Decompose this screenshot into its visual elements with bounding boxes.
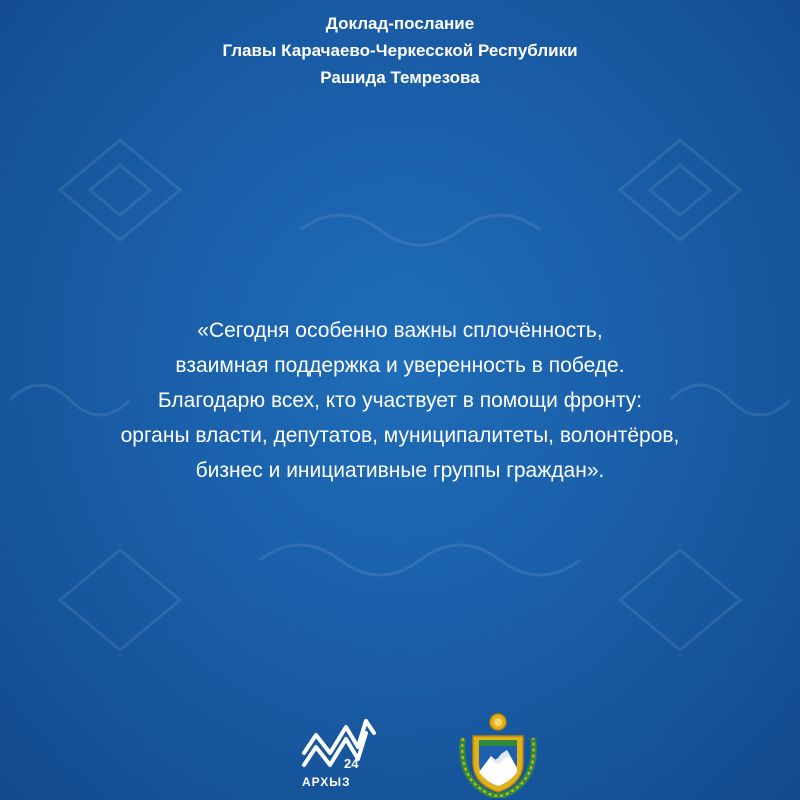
header-title	[0, 10, 800, 91]
archyz-24-logo	[300, 713, 380, 793]
quote-line: Благодарю всех, кто участвует в помощи фронту:	[157, 389, 643, 412]
header-line-1: Доклад-послание	[325, 14, 475, 33]
karachay-cherkessia-coat-of-arms-icon	[455, 710, 541, 798]
quote-line: бизнес и инициативные группы граждан».	[195, 459, 605, 482]
header-line-3: Рашида Темрезова	[320, 68, 480, 87]
quote-line: «Сегодня особенно важны сплочённость,	[197, 319, 603, 342]
archyz-name: АРХЫЗ	[302, 775, 351, 789]
archyz-number: 24	[344, 756, 359, 771]
quote-line: взаимная поддержка и уверенность в победе.	[175, 354, 625, 377]
quote-text	[0, 313, 800, 488]
archyz-mountain-icon	[300, 713, 380, 773]
quote-line: органы власти, депутатов, муниципалитеты, волонтёров,	[120, 424, 680, 447]
header-line-2: Главы Карачаево-Черкесской Республики	[222, 41, 578, 60]
